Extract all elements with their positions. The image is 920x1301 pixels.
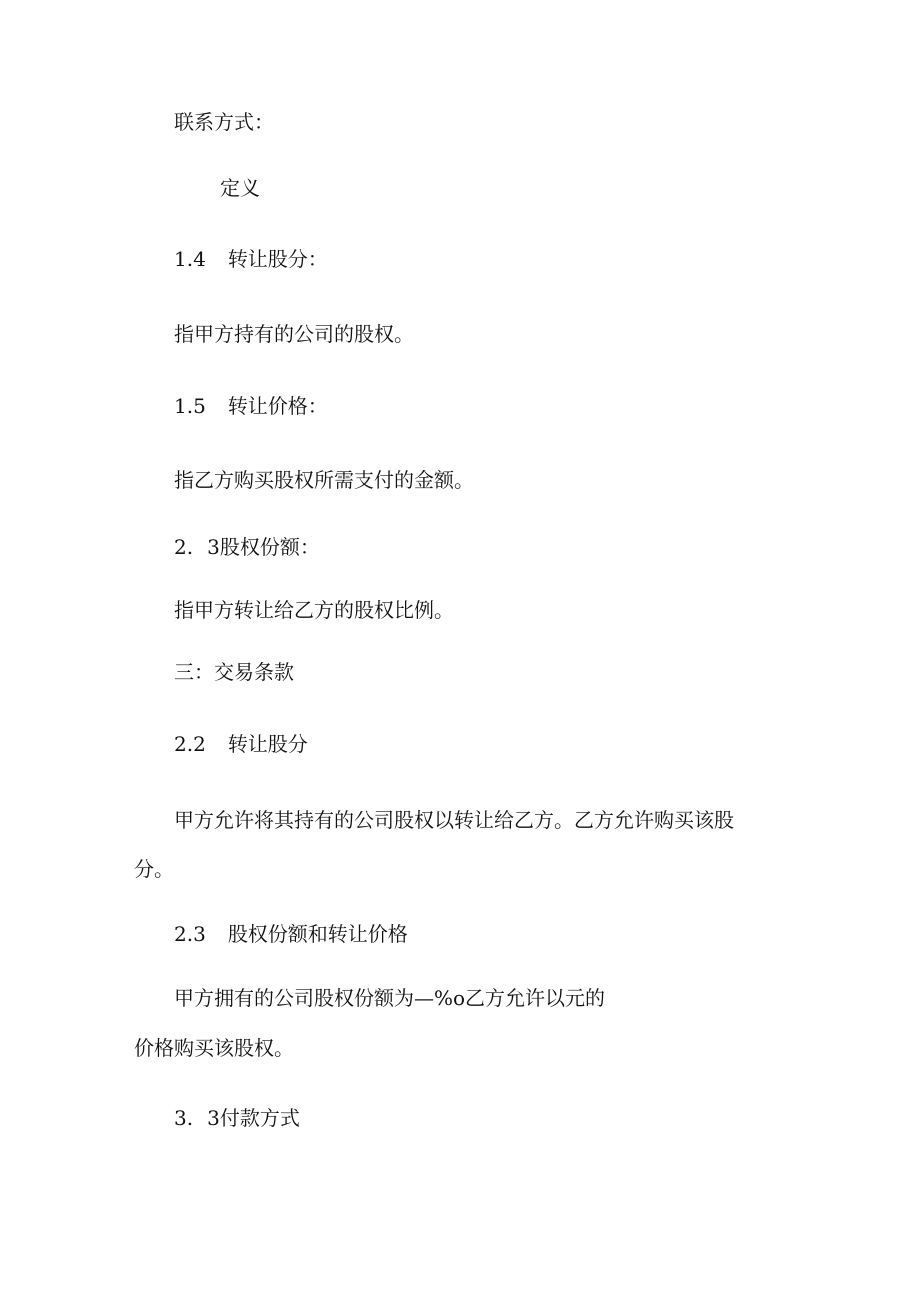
clause-heading-1-4	[174, 247, 328, 271]
line-text: 指乙方购买股权所需支付的金额。	[174, 468, 474, 492]
definition-text	[174, 468, 474, 492]
clause-title: 3付款方式	[207, 1106, 300, 1130]
line-text: 甲方允许将其持有的公司股权以转让给乙方。乙方允许购买该股	[174, 808, 734, 832]
clause-title: 股权份额和转让价格	[227, 922, 408, 946]
line-text: 指甲方转让给乙方的股权比例。	[174, 598, 454, 622]
clause-heading-1-5	[174, 394, 328, 418]
definition-text	[174, 598, 454, 622]
paragraph-line	[134, 857, 174, 881]
line-text: 甲方拥有的公司股权份额为—%o乙方允许以元的	[174, 986, 606, 1010]
clause-number: 1.5	[174, 394, 206, 418]
line-text: 价格购买该股权。	[134, 1036, 294, 1060]
definition-text	[174, 322, 414, 346]
clause-title: 3股权份额：	[207, 535, 320, 559]
clause-heading-2-2	[174, 732, 308, 756]
contact-label	[174, 110, 274, 134]
section-heading-definitions	[220, 176, 260, 200]
clause-title: 转让股分	[227, 732, 308, 756]
line-text: 定义	[220, 176, 260, 200]
line-text: 指甲方持有的公司的股权。	[174, 322, 414, 346]
clause-heading-2-3	[174, 922, 408, 946]
clause-number: 3.	[174, 1106, 194, 1130]
section-heading-trade-terms	[174, 660, 294, 684]
line-text: 分。	[134, 857, 174, 881]
clause-heading-3-3	[174, 1106, 300, 1130]
line-text: 联系方式：	[174, 110, 274, 134]
clause-number: 2.	[174, 535, 194, 559]
clause-heading-2-3-share	[174, 535, 320, 559]
clause-number: 2.3	[174, 922, 206, 946]
paragraph-line	[174, 986, 605, 1010]
paragraph-line	[134, 1036, 294, 1060]
clause-number: 1.4	[174, 247, 206, 271]
line-text: 三：交易条款	[174, 660, 294, 684]
paragraph-line	[174, 808, 734, 832]
clause-number: 2.2	[174, 732, 206, 756]
clause-title: 转让价格：	[227, 394, 328, 418]
clause-title: 转让股分：	[227, 247, 328, 271]
